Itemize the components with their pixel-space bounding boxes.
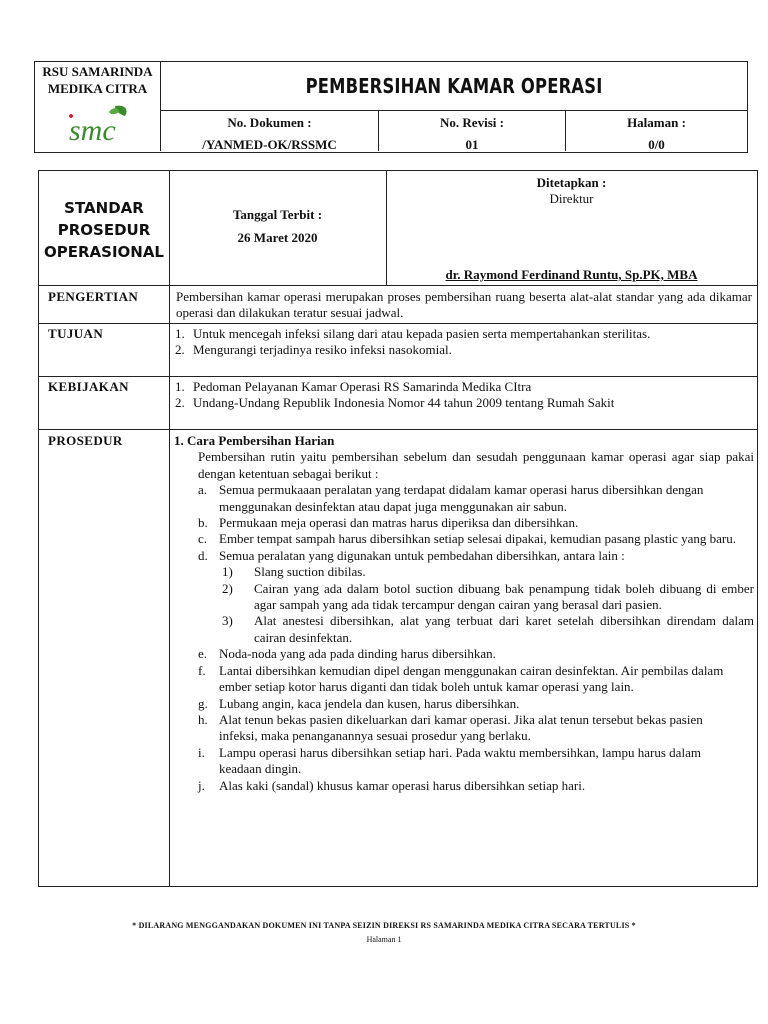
sop-title-line1: STANDAR (64, 199, 144, 217)
tujuan-label: TUJUAN (48, 326, 104, 341)
list-item: 2) Cairan yang ada dalam botol suction dibuang bak penampung tidak boleh dibuang di ember agar sampah yang ada tidak tercampur dengan cairan yang berasal dari pasien. (222, 580, 754, 613)
tujuan-list (171, 326, 752, 359)
prosedur-list-a-d (174, 482, 754, 564)
row-divider (39, 323, 757, 324)
list-item: g. Lubang angin, kaca jendela dan kusen, harus dibersihkan. (198, 695, 520, 711)
kebijakan-label: KEBIJAKAN (48, 379, 129, 394)
no-dokumen-cell (161, 110, 379, 151)
list-item: 3) Alat anestesi dibersihkan, alat yang terbuat dari karet setelah dibersihkan direndam dalam cairan desinfektan. (222, 613, 754, 645)
title-cell (161, 62, 747, 111)
row-divider (39, 429, 757, 430)
smc-logo (35, 102, 160, 150)
halaman-cell (566, 110, 747, 151)
logo-leaf-icon (63, 102, 133, 146)
ditetapkan-name: dr. Raymond Ferdinand Runtu, Sp.PK, MBA (445, 267, 698, 282)
tanggal-terbit-value: 26 Maret 2020 (237, 230, 318, 245)
halaman-label: Halaman : (627, 115, 686, 130)
no-revisi-value: 01 (465, 137, 479, 152)
prosedur-sublist-d (174, 564, 754, 646)
row-divider (39, 285, 757, 286)
sop-title (39, 197, 169, 263)
page-number: Halaman 1 (366, 935, 402, 944)
hospital-logo-cell (35, 62, 161, 151)
org-name-line2: MEDIKA CITRA (47, 81, 148, 96)
org-name-line1: RSU SAMARINDA (42, 64, 153, 79)
logo-text: smc (69, 114, 116, 146)
ditetapkan-block (386, 174, 757, 284)
kebijakan-list (171, 379, 752, 412)
row-divider (39, 376, 757, 377)
list-item: 1. Untuk mencegah infeksi silang dari atau kepada pasien serta mempertahankan sterilitas. (175, 326, 651, 341)
list-item: 2. Undang-Undang Republik Indonesia Nomor 44 tahun 2009 tentang Rumah Sakit (175, 395, 615, 411)
list-item: 1) Slang suction dibilas. (222, 564, 366, 580)
no-revisi-label: No. Revisi : (440, 115, 504, 130)
ditetapkan-role: Direktur (549, 191, 594, 206)
no-revisi-cell (379, 110, 566, 151)
list-item: 1. Pedoman Pelayanan Kamar Operasi RS Samarinda Medika CItra (175, 379, 532, 394)
prosedur-heading: 1. Cara Pembersihan Harian (174, 433, 335, 448)
no-dokumen-value: /YANMED-OK/RSSMC (202, 137, 337, 152)
pengertian-label: PENGERTIAN (48, 289, 139, 304)
list-item: h. Alat tenun bekas pasien dikeluarkan dari kamar operasi. Jika alat tenun tersebut bekas pasien infeksi, maka penanganannya sesuai prosedur yang berlaku. (198, 711, 703, 744)
copy-restriction-notice: * DILARANG MENGGANDAKAN DOKUMEN INI TANPA SEIZIN DIREKSI RS SAMARINDA MEDIKA CITRA SECARA TERTULIS * (132, 921, 636, 930)
tanggal-terbit (169, 203, 386, 249)
list-item: 2. Mengurangi terjadinya resiko infeksi nasokomial. (175, 342, 452, 358)
list-item: a. Semua permukaaan peralatan yang terdapat didalam kamar operasi harus dibersihkan dengan menggunakan desinfektan atau dapat juga menggunakan air sabun. (198, 482, 704, 514)
column-divider (169, 171, 170, 886)
sop-title-line2: PROSEDUR (57, 221, 151, 239)
prosedur-label: PROSEDUR (48, 433, 123, 448)
tanggal-terbit-label: Tanggal Terbit : (232, 207, 323, 222)
prosedur-intro: Pembersihan rutin yaitu pembersihan sebelum dan sesudah penggunaan kamar operasi agar siap pakai dengan ketentuan sebagai berikut : (198, 449, 754, 481)
sop-title-line3: OPERASIONAL (43, 243, 164, 261)
pengertian-text: Pembersihan kamar operasi merupakan proses pembersihan ruang beserta alat-alat standar yang ada dikamar operasi dan dilakukan teratur sesuai jadwal. (176, 289, 752, 321)
prosedur-content (174, 433, 754, 794)
list-item: b. Permukaan meja operasi dan matras harus diperiksa dan dibersihkan. (198, 515, 579, 531)
sop-table (38, 170, 758, 887)
list-item: e. Noda-noda yang ada pada dinding harus dibersihkan. (198, 646, 496, 662)
list-item: d. Semua peralatan yang digunakan untuk pembedahan dibersihkan, antara lain : (198, 547, 625, 563)
halaman-value: 0/0 (648, 137, 665, 152)
no-dokumen-label: No. Dokumen : (227, 115, 312, 130)
prosedur-list-e-j (174, 646, 754, 794)
list-item: f. Lantai dibersihkan kemudian dipel dengan menggunakan cairan desinfektan. Air pembilas dalam ember setiap kotor harus diganti dan tidak boleh untuk kamar operasi yang lain. (198, 662, 724, 695)
document-title: PEMBERSIHAN KAMAR OPERASI (305, 74, 603, 98)
list-item: i. Lampu operasi harus dibersihkan setiap hari. Pada waktu membersihkan, lampu harus dalam keadaan dingin. (198, 744, 701, 777)
ditetapkan-label: Ditetapkan : (536, 175, 607, 190)
list-item: c. Ember tempat sampah harus dibersihkan setiap selesai dipakai, kemudian pasang plastic yang baru. (198, 531, 736, 547)
list-item: j. Alas kaki (sandal) khusus kamar operasi harus dibersihkan setiap hari. (198, 777, 586, 793)
document-header (34, 61, 748, 153)
